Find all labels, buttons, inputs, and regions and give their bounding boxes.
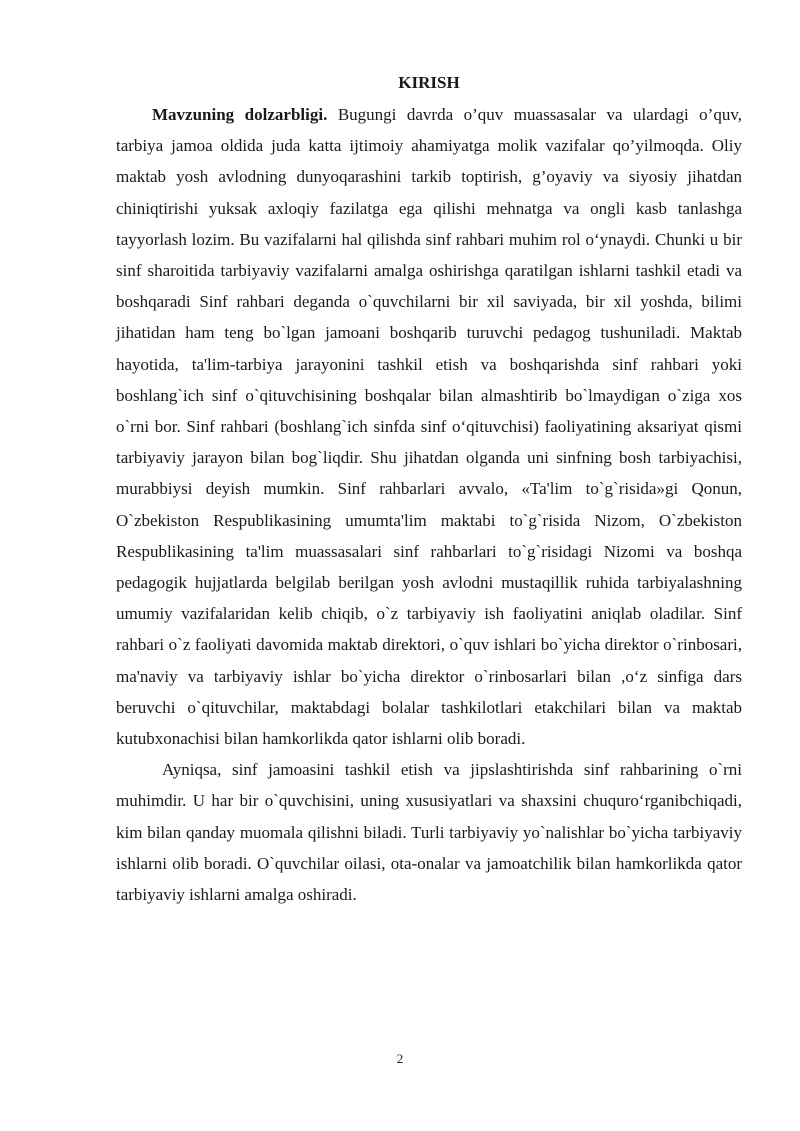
page-number: 2 [396,1051,404,1066]
document-page [116,70,742,910]
paragraph-relevance [116,99,742,754]
paragraph-class-collective: Ayniqsa, sinf jamoasini tashkil etish va jipslashtirishda sinf rahbarining o`rni muhimdir. U har bir o`quvchisini, uning xususiyatlari va shaxsini chuquro‘rganibchiqadi, kim bilan qanday muomala qilishni biladi. Turli tarbiyaviy yo`nalishlar bo`yicha tarbiyaviy ishlarni olib boradi. O`quvchilar oilasi, ota-onalar va jamoatchilik bilan hamkorlikda qator tarbiyaviy ishlarni amalga oshiradi. [116,760,742,905]
paragraph-lead: Mavzuning dolzarbligi. [152,105,328,124]
document-title: KIRISH [398,73,460,92]
paragraph-relevance-text: Bugungi davrda o’quv muassasalar va ulardagi o’quv, tarbiya jamoa oldida juda katta ijtimoiy ahamiyatga molik vazifalar qo’yilmoqda. Oliy maktab yosh avlodning dunyoqarashini tarkib toptirish, g’oyaviy va siyosiy jihatdan chiniqtirishi yuksak axloqiy fazilatga ega qilishi mehnatga va ongli kasb tanlashga tayyorlash lozim. Bu vazifalarni hal qilishda sinf rahbari muhim rol o‘ynaydi. Chunki u bir sinf sharoitida tarbiyaviy vazifalarni amalga oshirishga qaratilgan ishlarni tashkil etadi va boshqaradi Sinf rahbari deganda o`quvchilarni bir xil saviyada, bir xil yoshda, bilimi jihatidan ham teng bo`lgan jamoani boshqarib turuvchi pedagog tushuniladi. Maktab hayotida, ta'lim-tarbiya jarayonini tashkil etish va boshqarishda sinf rahbari yoki boshlang`ich sinf o`qituvchisining boshqalar bilan almashtirib bo`lmaydigan o`ziga xos o`rni bor. Sinf rahbari (boshlang`ich sinfda sinf o‘qituvchisi) faoliyatining aksariyat qismi tarbiyaviy jarayon bilan bog`liqdir. Shu jihatdan olganda uni sinfning bosh tarbiyachisi, murabbiysi deyish mumkin. Sinf rahbarlari avvalo, «Ta'lim to`g`risida»gi Qonun, O`zbekiston Respublikasining umumta'lim maktabi to`g`risida Nizom, O`zbekiston Respublikasining ta'lim muassasalari sinf rahbarlari to`g`risidagi Nizomi va boshqa pedagogik hujjatlarda belgilab berilgan yosh avlodni mustaqillik ruhida tarbiyalashning umumiy vazifalaridan kelib chiqib, o`z tarbiyaviy ish faoliyatini aniqlab oladilar. Sinf rahbari o`z faoliyati davomida maktab direktori, o`quv ishlari bo`yicha direktor o`rinbosari, ma'naviy va tarbiyaviy ishlar bo`yicha direktor o`rinbosarlari bilan ,o‘z sinfiga dars beruvchi o`qituvchilar, maktabdagi bolalar tashkilotlari etakchilari bilan va maktab kutubxonachisi bilan hamkorlikda qator ishlarni olib boradi. [116,105,742,749]
